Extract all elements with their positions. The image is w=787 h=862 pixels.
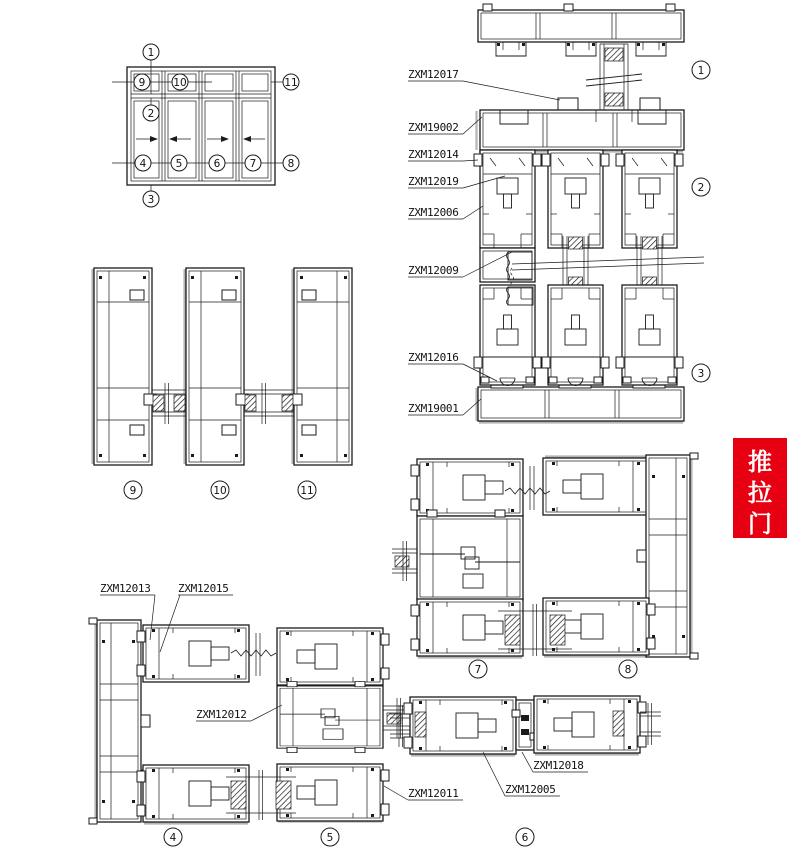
callout-8-section: [619, 660, 637, 678]
tab-label-char-1: 推: [748, 448, 772, 476]
part-label-zxm12015: ZXM12015: [178, 582, 229, 595]
callout-7-elevation: [245, 155, 261, 171]
part-label-zxm12005: ZXM12005: [505, 783, 556, 796]
mullion-section-9: [94, 268, 156, 465]
head-frame-profile: [478, 4, 684, 56]
callout-10-section: [211, 481, 229, 499]
svg-text:9: 9: [138, 77, 146, 89]
callout-11-section: [298, 481, 316, 499]
callout-1-elevation: [143, 44, 159, 60]
door-glazing-b: [563, 236, 588, 290]
sash-top-section-a: [474, 150, 541, 248]
transom-glazing: [586, 44, 642, 110]
sash-top-section-b: [542, 150, 609, 248]
svg-text:8: 8: [287, 158, 295, 170]
sash-top-section-c: [616, 150, 683, 248]
part-label-zxm19001: ZXM19001: [408, 402, 459, 415]
part-label-zxm12019: ZXM12019: [408, 175, 459, 188]
part-label-zxm19002: ZXM19002: [408, 121, 459, 134]
callout-10-elevation: [172, 74, 188, 90]
sash-bottom-section-c: [616, 285, 683, 386]
callout-5-elevation: [171, 155, 187, 171]
svg-text:3: 3: [147, 194, 155, 206]
svg-text:8: 8: [624, 664, 632, 676]
callout-3-section: [692, 364, 710, 382]
svg-text:2: 2: [697, 182, 705, 194]
svg-text:4: 4: [139, 158, 147, 170]
callout-4-elevation: [135, 155, 151, 171]
break-line: [512, 257, 704, 264]
callout-3-elevation: [143, 191, 159, 207]
svg-text:11: 11: [284, 77, 298, 89]
svg-text:2: 2: [147, 108, 155, 120]
part-label-zxm12013: ZXM12013: [100, 582, 151, 595]
svg-text:6: 6: [521, 832, 529, 844]
tab-label-char-2: 拉: [748, 479, 772, 507]
part-label-zxm12016: ZXM12016: [408, 351, 459, 364]
part-label-zxm12011: ZXM12011: [408, 787, 459, 800]
svg-text:3: 3: [697, 368, 705, 380]
svg-text:5: 5: [326, 832, 334, 844]
sash-rail-top-right: [543, 458, 655, 515]
svg-text:9: 9: [129, 485, 137, 497]
glazing-pocket-left: [415, 712, 426, 737]
sash-rail-bottom-right: [277, 764, 389, 821]
figure-sections-4-5: [89, 582, 410, 846]
callout-5-section: [321, 828, 339, 846]
callout-1-section: [692, 61, 710, 79]
svg-text:7: 7: [474, 664, 482, 676]
section-part-labels-bottom: [384, 752, 588, 800]
figure-vertical-section: [408, 4, 710, 423]
mullion-section-11: [290, 268, 352, 465]
callout-11-elevation: [283, 74, 299, 90]
figure-sections-7-8: [392, 453, 698, 678]
sash-rail-top-left: [137, 625, 249, 682]
sash-rail-top-right: [277, 628, 389, 685]
svg-text:10: 10: [213, 485, 227, 497]
glazing-pocket-right: [613, 711, 624, 736]
figure-section-6: [384, 696, 661, 846]
mullion-section-10: [186, 268, 248, 465]
break-line: [512, 263, 704, 270]
svg-text:1: 1: [697, 65, 705, 77]
sash-rail-top-left: [411, 459, 523, 516]
transom-clip-profile-2: [640, 98, 660, 110]
part-label-zxm12012: ZXM12012: [196, 708, 247, 721]
figure-mullion-sections: [93, 268, 353, 499]
figure-elevation-key: [112, 44, 299, 207]
svg-text:5: 5: [175, 158, 183, 170]
callout-6-elevation: [209, 155, 225, 171]
svg-text:7: 7: [249, 158, 257, 170]
callout-7-section: [469, 660, 487, 678]
part-label-zxm12009: ZXM12009: [408, 264, 459, 277]
svg-text:4: 4: [169, 832, 177, 844]
glazing-band-10-11: [244, 383, 294, 424]
interlock-pair-left: [277, 682, 383, 753]
tab-label-char-3: 门: [748, 510, 772, 538]
part-label-zxm12014: ZXM12014: [408, 148, 459, 161]
callout-9-section: [124, 481, 142, 499]
part-label-zxm12018: ZXM12018: [533, 759, 584, 772]
interlock-pair-right: [417, 510, 523, 606]
glazing-stub-left: [392, 541, 417, 581]
part-label-zxm12017: ZXM12017: [408, 68, 459, 81]
svg-text:1: 1: [147, 47, 155, 59]
callout-4-section: [164, 828, 182, 846]
svg-text:10: 10: [173, 77, 187, 89]
callout-2-elevation: [143, 105, 159, 121]
callout-8-elevation: [283, 155, 299, 171]
sash-bottom-section-b: [542, 285, 609, 386]
meeting-stile-right: [534, 696, 646, 753]
category-tab: [733, 438, 787, 538]
svg-text:11: 11: [300, 485, 314, 497]
callout-6-section: [516, 828, 534, 846]
bottom-track-profile: [477, 380, 685, 423]
callout-9-elevation: [134, 74, 150, 90]
door-glazing-c: [637, 236, 662, 290]
transom-clip-profile: [558, 98, 578, 110]
callout-2-section: [692, 178, 710, 196]
part-label-zxm12006: ZXM12006: [408, 206, 459, 219]
svg-text:6: 6: [213, 158, 221, 170]
transom-profile: [477, 110, 685, 152]
glazing-band-9-10: [152, 383, 186, 424]
